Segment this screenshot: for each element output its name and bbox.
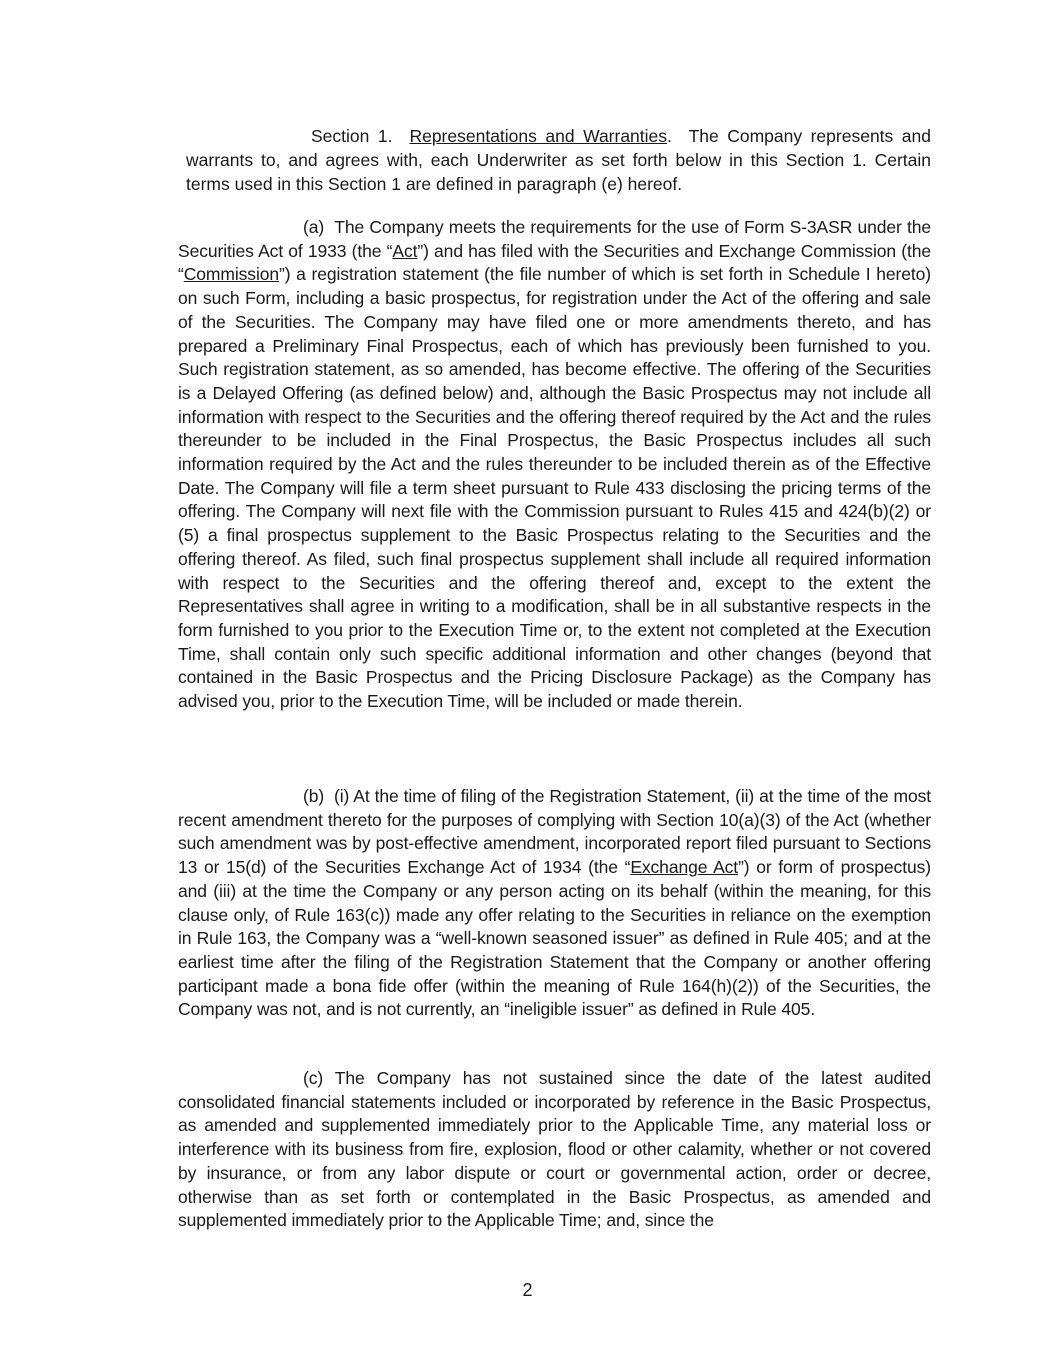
paragraph-label: (c) [303,1068,324,1088]
defined-term-act: Act [392,240,418,261]
paragraph-c: (c) The Company has not sustained since the date of the latest audited consolidated financial statements included or incorporated by reference in the Basic Prospectus, as amended and supplemented immediately prior to the Applicable Time, any material loss or interference with its business from fire, explosion, flood or other calamity, whether or not covered by insurance, or from any labor dispute or court or governmental action, order or decree, otherwise than as set forth or contemplated in the Basic Prospectus, as amended and supplemented immediately prior to the Applicable Time; and, since the [178,1068,931,1231]
paragraph-label: (b) [303,786,325,806]
section-title: Representations and Warranties [409,126,668,146]
paragraph-label: (a) [303,217,325,237]
page-number: 2 [522,1280,533,1300]
section-intro-text: The Company represents and warrants to, and agrees with, each Underwriter as set forth below in this Section 1. Certain terms used in this Section 1 are defined in paragraph (e) hereof. [186,126,931,194]
section-1-intro: Section 1. Representations and Warranties. The Company represents and warrants to, and agrees with, each Underwriter as set forth below in this Section 1. Certain terms used in this Section 1 are defined in paragraph (e) hereof. [186,126,931,194]
section-number: Section 1. [311,126,393,146]
defined-term-exchange-act: Exchange Act [630,857,739,878]
defined-term-commission: Commission [183,264,280,285]
paragraph-a: (a) The Company meets the requirements for the use of Form S-3ASR under the Securities Act of 1933 (the “Act”) and has filed with the Securities and Exchange Commission (the “Commission”) a registration statement (the file number of which is set forth in Schedule I hereto) on such Form, including a basic prospectus, for registration under the Act of the offering and sale of the Securities. The Company may have filed one or more amendments thereto, and has prepared a Preliminary Final Prospectus, each of which has previously been furnished to you. Such registration statement, as so amended, has become effective. The offering of the Securities is a Delayed Offering (as defined below) and, although the Basic Prospectus may not include all information with respect to the Securities and the offering thereof required by the Act and the rules thereunder to be included in the Final Prospectus, the Basic Prospectus includes all such information required by the Act and the rules thereunder to be included therein as of the Effective Date. The Company will file a term sheet pursuant to Rule 433 disclosing the pricing terms of the offering. The Company will next file with the Commission pursuant to Rules 415 and 424(b)(2) or (5) a final prospectus supplement to the Basic Prospectus relating to the Securities and the offering thereof. As filed, such final prospectus supplement shall include all required information with respect to the Securities and the offering thereof and, except to the extent the Representatives shall agree in writing to a modification, shall be in all substantive respects in the form furnished to you prior to the Execution Time or, to the extent not completed at the Execution Time, shall contain only such specific additional information and other changes (beyond that contained in the Basic Prospectus and the Pricing Disclosure Package) as the Company has advised you, prior to the Execution Time, will be included or made therein. [178,217,931,712]
paragraph-b: (b) (i) At the time of filing of the Registration Statement, (ii) at the time of the most recent amendment thereto for the purposes of complying with Section 10(a)(3) of the Act (whether such amendment was by post-effective amendment, incorporated report filed pursuant to Sections 13 or 15(d) of the Securities Exchange Act of 1934 (the “Exchange Act”) or form of prospectus) and (iii) at the time the Company or any person acting on its behalf (within the meaning, for this clause only, of Rule 163(c)) made any offer relating to the Securities in reliance on the exemption in Rule 163, the Company was a “well-known seasoned issuer” as defined in Rule 405; and at the earliest time after the filing of the Registration Statement that the Company or another offering participant made a bona fide offer (within the meaning of Rule 164(h)(2)) of the Securities, the Company was not, and is not currently, an “ineligible issuer” as defined in Rule 405. [178,786,931,1020]
